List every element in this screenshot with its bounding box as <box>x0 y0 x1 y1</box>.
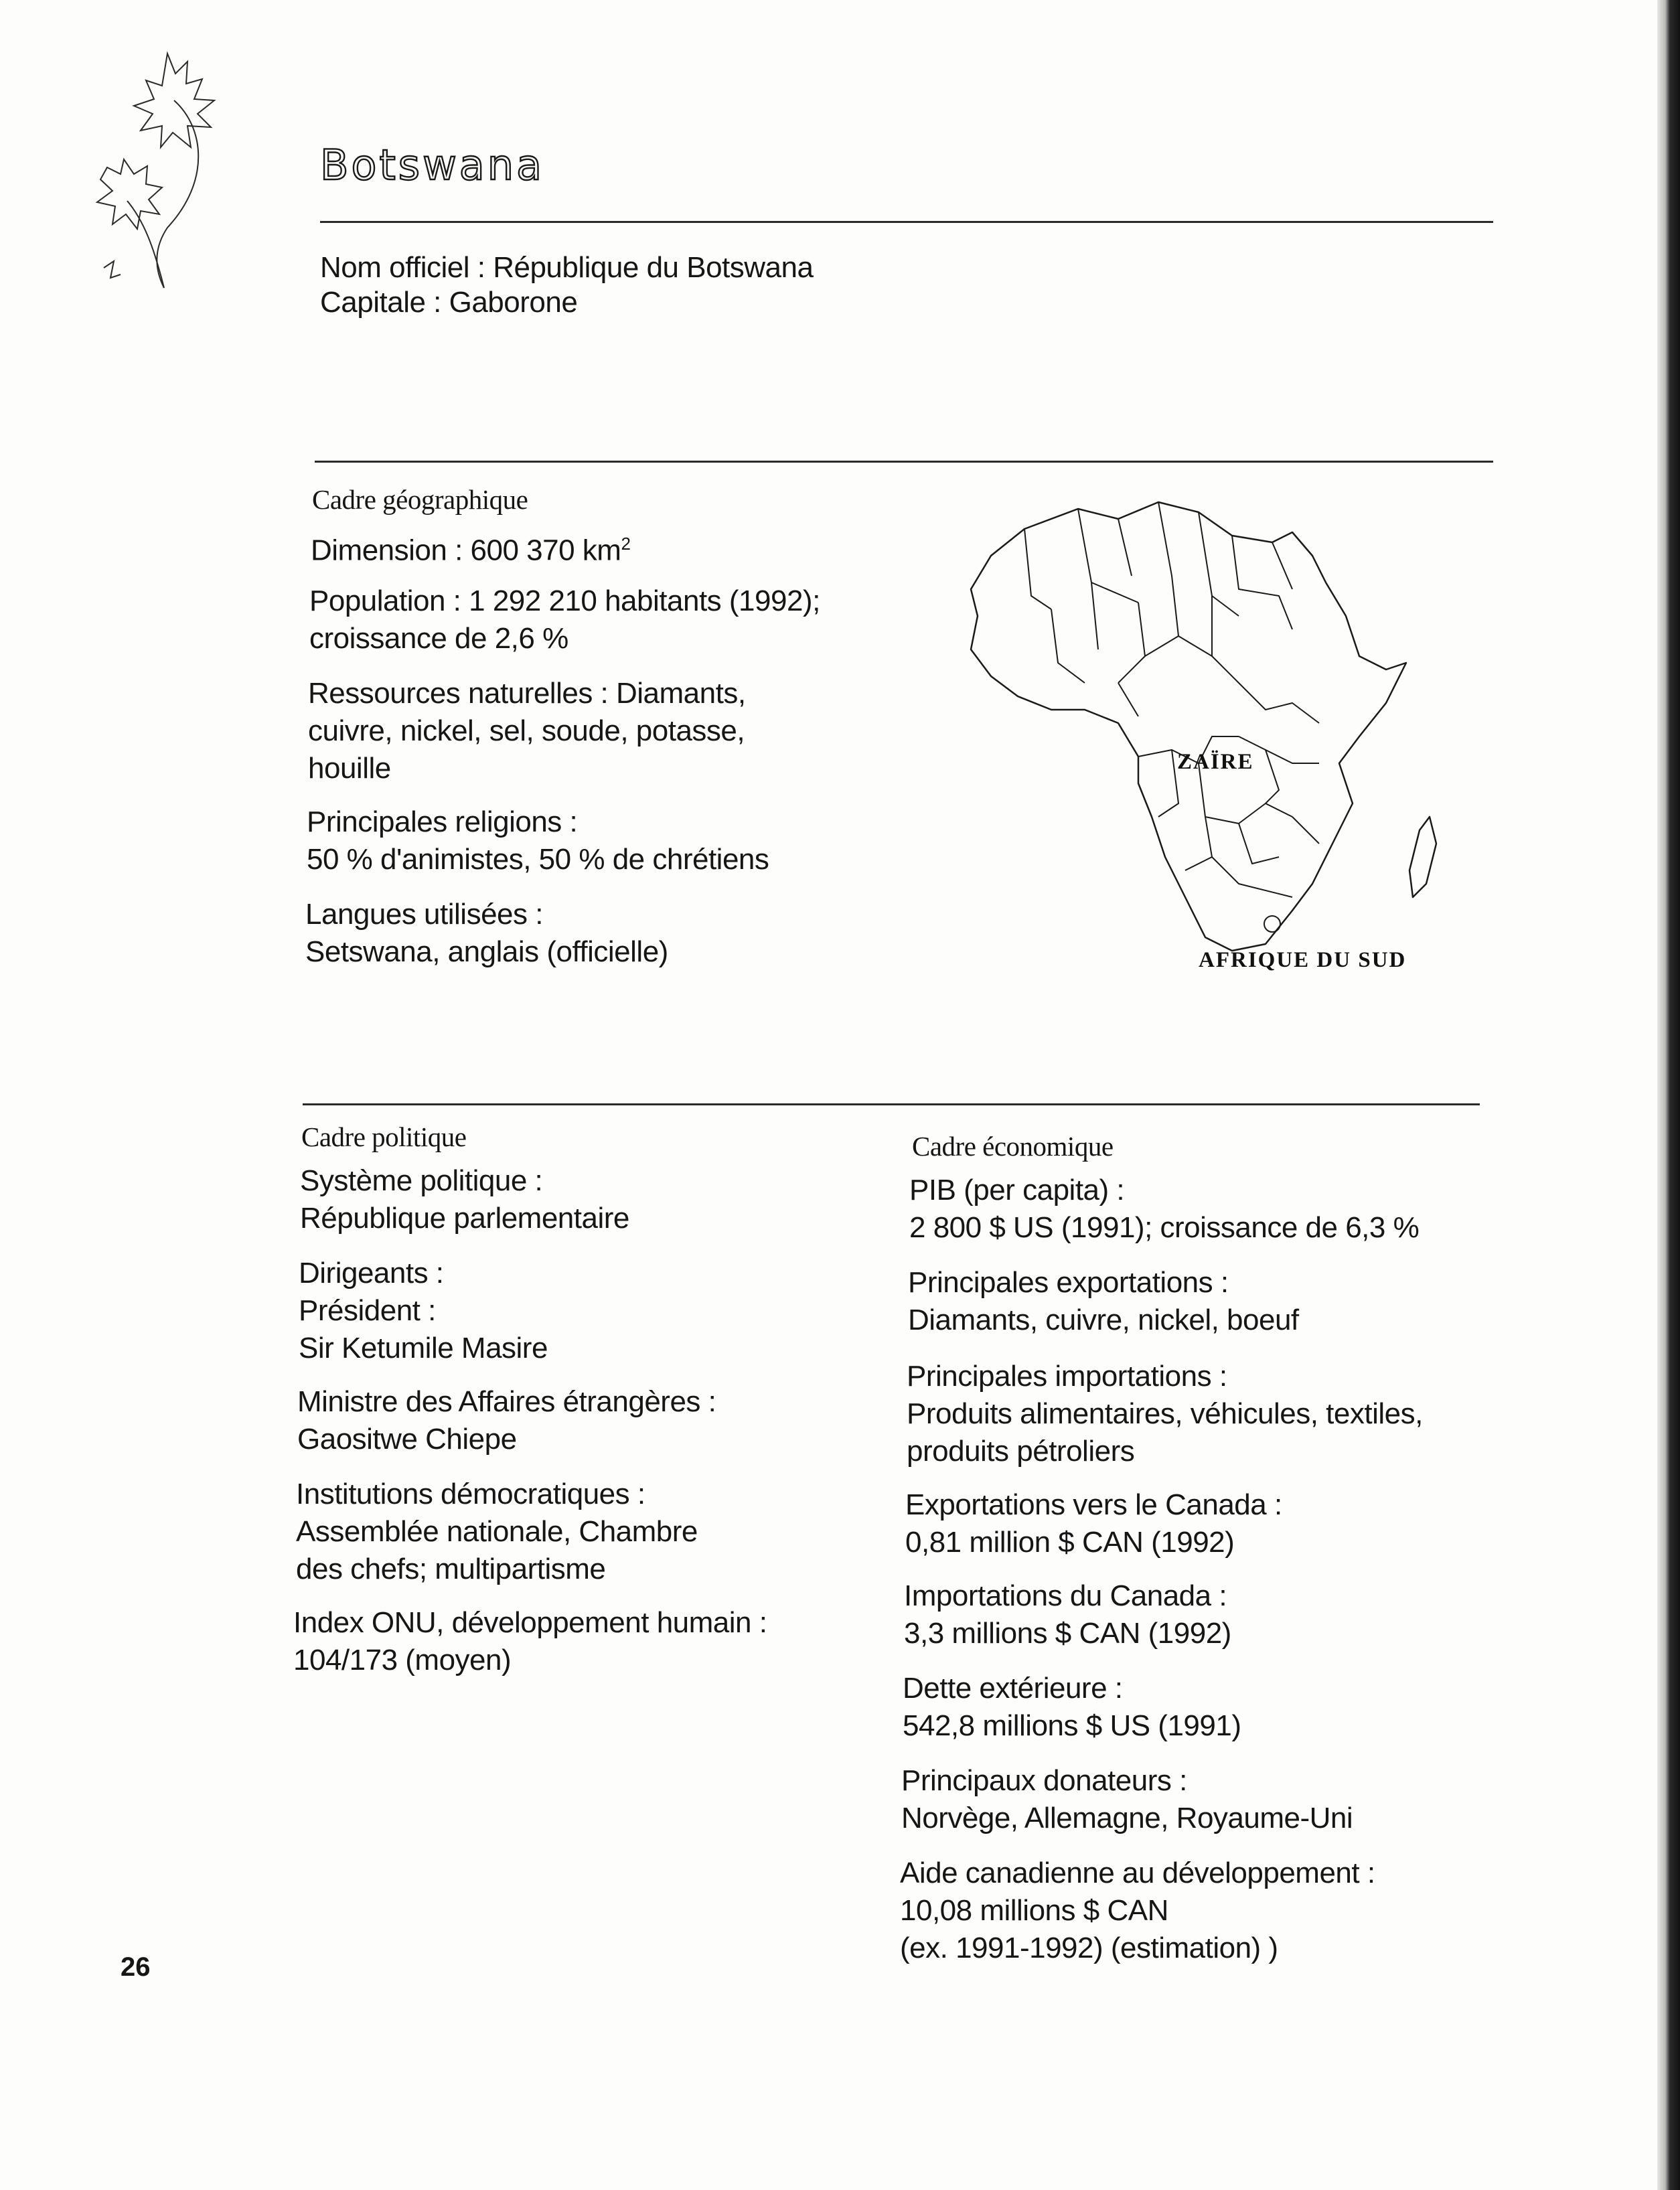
section-rule-geo <box>315 461 1493 463</box>
economique-imports-label: Principales importations : <box>907 1360 1227 1393</box>
geo-resources <box>308 675 746 787</box>
geo-resources-line2: cuivre, nickel, sel, soude, potasse, <box>308 714 745 747</box>
economique-aid-label: Aide canadienne au développement : <box>900 1857 1375 1889</box>
title-rule <box>320 221 1493 223</box>
geo-religions-value: 50 % d'animistes, 50 % de chrétiens <box>307 843 769 876</box>
geo-religions-label: Principales religions : <box>307 805 578 838</box>
economique-aid <box>900 1855 1375 1967</box>
politique-institutions-line1: Assemblée nationale, Chambre <box>296 1515 698 1548</box>
economique-exports-value: Diamants, cuivre, nickel, boeuf <box>908 1304 1299 1336</box>
economique-pib-value: 2 800 $ US (1991); croissance de 6,3 % <box>909 1211 1420 1244</box>
politique-minister <box>297 1383 716 1458</box>
geo-languages <box>305 896 668 971</box>
page-number: 26 <box>121 1952 151 1982</box>
geo-dimension-text: Dimension : 600 370 km <box>311 534 621 567</box>
economique-debt <box>903 1670 1241 1745</box>
economique-exports-label: Principales exportations : <box>908 1266 1229 1299</box>
map-label-zaire: ZAÏRE <box>1177 750 1254 774</box>
page-title: Botswana <box>320 141 545 189</box>
geo-languages-label: Langues utilisées : <box>305 898 543 931</box>
politique-undp-value: 104/173 (moyen) <box>293 1644 512 1676</box>
country-borders <box>1024 502 1319 897</box>
economique-donors <box>901 1762 1353 1837</box>
economique-aid-line1: 10,08 millions $ CAN <box>900 1894 1168 1927</box>
maple-leaves-logo <box>87 47 254 295</box>
politique-leaders <box>299 1255 548 1367</box>
politique-institutions-label: Institutions démocratiques : <box>296 1478 645 1510</box>
madagascar <box>1409 817 1436 897</box>
geo-resources-line1: Ressources naturelles : Diamants, <box>308 677 746 710</box>
geo-languages-value: Setswana, anglais (officielle) <box>305 935 668 968</box>
africa-outline <box>971 502 1406 951</box>
politique-system-label: Système politique : <box>300 1164 543 1197</box>
official-name: Nom officiel : République du Botswana <box>320 251 814 284</box>
geo-resources-line3: houille <box>308 752 391 785</box>
politique-system <box>300 1162 629 1237</box>
geo-population-value: croissance de 2,6 % <box>309 622 568 655</box>
geo-population <box>309 582 820 657</box>
geo-religions <box>307 803 769 878</box>
map-label-south-africa: AFRIQUE DU SUD <box>1199 948 1407 972</box>
economique-imports-canada-value: 3,3 millions $ CAN (1992) <box>904 1617 1231 1650</box>
economique-imports <box>907 1358 1423 1470</box>
politique-institutions <box>296 1476 698 1588</box>
lesotho <box>1264 916 1280 932</box>
africa-map <box>917 482 1453 977</box>
economique-exports-canada-value: 0,81 million $ CAN (1992) <box>905 1526 1235 1559</box>
economique-debt-label: Dette extérieure : <box>903 1672 1123 1705</box>
economique-imports-line2: produits pétroliers <box>907 1435 1135 1468</box>
economique-exports <box>908 1264 1299 1339</box>
politique-president-value: Sir Ketumile Masire <box>299 1332 548 1364</box>
economique-exports-canada-label: Exportations vers le Canada : <box>905 1488 1282 1521</box>
politique-undp-label: Index ONU, développement humain : <box>293 1606 767 1639</box>
economique-debt-value: 542,8 millions $ US (1991) <box>903 1709 1241 1742</box>
politique-heading: Cadre politique <box>301 1121 467 1152</box>
economique-pib-label: PIB (per capita) : <box>909 1174 1125 1206</box>
politique-institutions-line2: des chefs; multipartisme <box>296 1553 606 1585</box>
economique-exports-canada <box>905 1486 1282 1561</box>
economique-imports-line1: Produits alimentaires, véhicules, textiles, <box>907 1397 1423 1430</box>
geo-dimension <box>311 525 630 570</box>
economique-imports-canada-label: Importations du Canada : <box>904 1579 1227 1612</box>
section-rule-politique <box>303 1103 1480 1105</box>
geo-dimension-sup: 2 <box>621 534 631 554</box>
economique-pib <box>909 1172 1419 1247</box>
capital: Capitale : Gaborone <box>320 286 578 319</box>
politique-minister-value: Gaositwe Chiepe <box>297 1423 517 1456</box>
politique-undp <box>293 1604 767 1679</box>
economique-donors-value: Norvège, Allemagne, Royaume-Uni <box>901 1802 1353 1834</box>
economique-heading: Cadre économique <box>912 1131 1114 1162</box>
politique-system-value: République parlementaire <box>300 1202 629 1235</box>
geo-heading: Cadre géographique <box>312 484 528 515</box>
economique-aid-line2: (ex. 1991-1992) (estimation) ) <box>900 1932 1278 1964</box>
geo-population-label: Population : 1 292 210 habitants (1992); <box>309 584 820 617</box>
economique-imports-canada <box>904 1577 1231 1652</box>
politique-president-label: Président : <box>299 1294 436 1327</box>
economique-donors-label: Principaux donateurs : <box>901 1764 1187 1797</box>
politique-leaders-label: Dirigeants : <box>299 1257 444 1289</box>
scan-binding-edge <box>1657 0 1680 2190</box>
politique-minister-label: Ministre des Affaires étrangères : <box>297 1385 716 1418</box>
